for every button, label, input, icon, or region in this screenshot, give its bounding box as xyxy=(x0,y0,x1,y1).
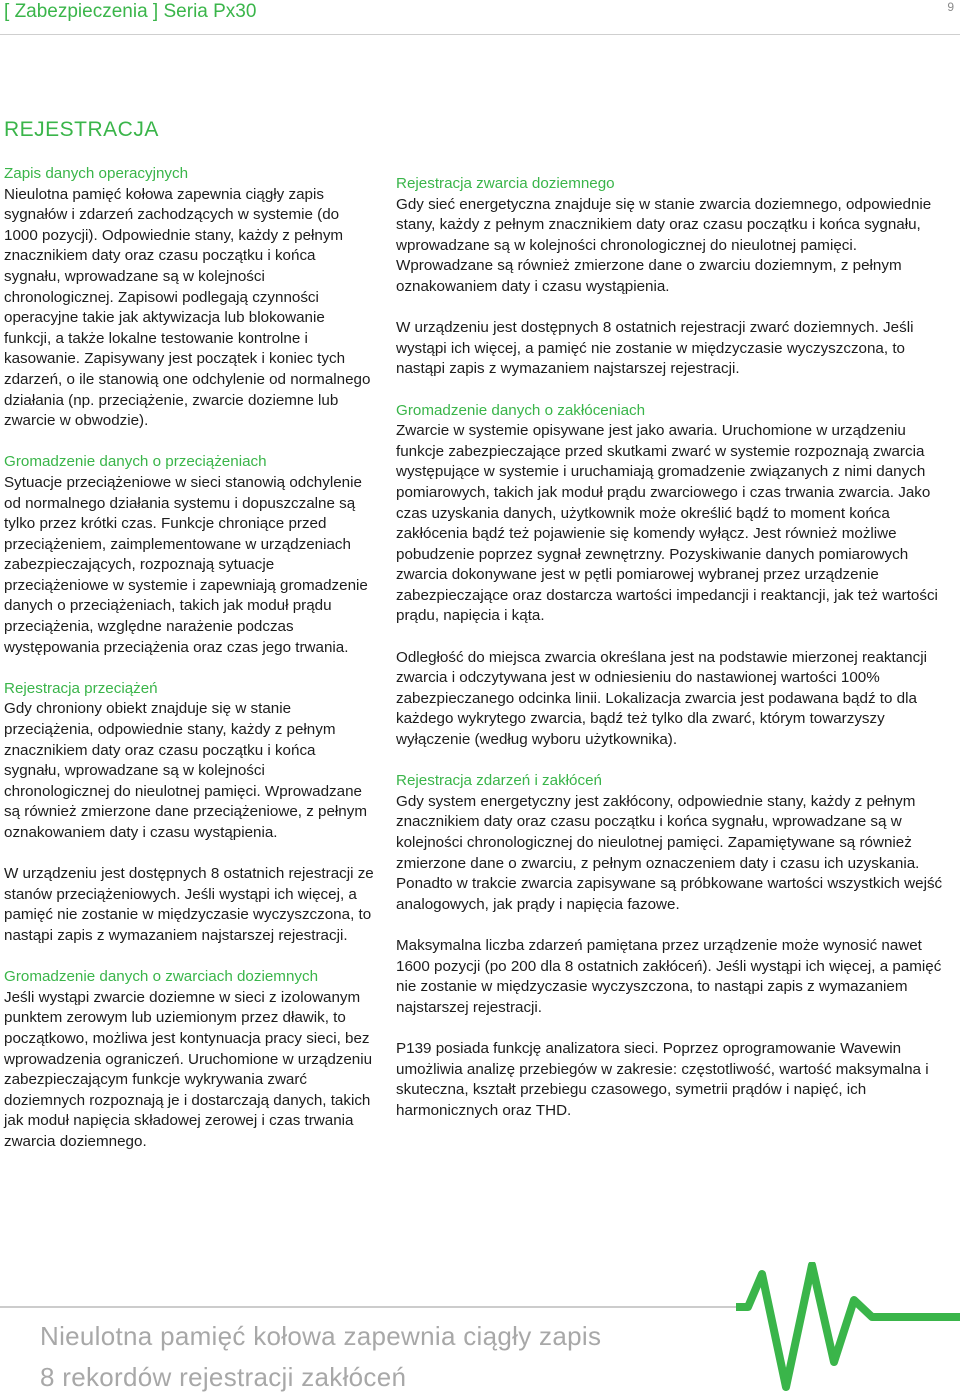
section-overload-recording xyxy=(4,679,374,947)
section-heading: Gromadzenie danych o przeciążeniach xyxy=(4,453,267,471)
header-series: Seria Px30 xyxy=(158,1,257,22)
section-paragraph: Jeśli wystąpi zwarcie doziemne w sieci z izolowanym punktem zerowym lub uziemionym przez dławik, to początkowo, możliwa jest kontynuacja pracy sieci, bez wprowadzenia ograniczeń. Uruchomione w urządzeniu zabezpieczającym funkcje wykrywania zwarć doziemnych rozpoznają je i dostarczają danych, takich jak moduł napięcia składowej zerowej i czas trwania zwarcia doziemnego. xyxy=(4,988,373,1150)
section-paragraph: Gdy sieć energetyczna znajduje się w stanie zwarcia doziemnego, odpowiednie stany, każdy z pełnym znacznikiem daty oraz czasu początku i końca sygnału, wprowadzane są w kolejności chronologicznej do nieulotnej pamięci. Wprowadzane są również zmierzone dane o zwarciu doziemnym, z pełnym oznakowaniem daty i czasu wystąpienia. xyxy=(396,195,932,295)
section-heading: Rejestracja zwarcia doziemnego xyxy=(396,175,615,192)
section-paragraph: Gdy system energetyczny jest zakłócony, odpowiednie stany, każdy z pełnym znacznikiem daty oraz czasu początku i końca sygnału, wprowadzane są w kolejności chronologicznej do nieulotnej pamięci. Zapamiętywane są również zmierzone dane o zwarciu, z pełnym oznaczeniem daty i czasu ich uzyskania. Ponadto w trakcie zwarcia zapisywane są próbkowane wartości wszystkich wejść analogowych, jak prądy i napięcia fazowe. xyxy=(396,792,943,913)
section-paragraph: Sytuacje przeciążeniowe w sieci stanowią odchylenie od normalnego działania systemu i dopuszczalne są tylko przez krótki czas. Funkcje chroniące przed przeciążeniem, zaimplementowane w urządzeniach zabezpieczających, rozpoznają sytuacje przeciążeniowe w systemie i zapewniają gromadzenie danych o przeciążeniach, takich jak moduł prądu przeciążenia, względne narażenie podczas występowania przeciążenia oraz czas jego trwania. xyxy=(4,473,368,656)
header-bracket-open: [ xyxy=(4,1,15,22)
section-fault-data xyxy=(396,401,956,751)
running-header xyxy=(4,0,256,24)
section-paragraph: P139 posiada funkcję analizatora sieci. Poprzez oprogramowanie Wavewin umożliwia analizę przebiegów w zakresie: częstotliwość, wartość maksymalna i skuteczna, kształt przebiegu czasowego, symetrii prądów i napięć, ich harmonicznych oraz THD. xyxy=(396,1039,929,1119)
section-paragraph: Nieulotna pamięć kołowa zapewnia ciągły zapis sygnałów i zdarzeń zachodzących w systemie (do 1000 pozycji). Odpowiednie stany, każdy z pełnym znacznikiem daty oraz czasu początku i końca sygnału, wprowadzane są w kolejności chronologicznej. Zapisowi podlegają czynności operacyjne takie jak aktywizacja lub blokowanie funkcji, a także lokalne testowanie kontrolne i kasowanie. Zapisywany jest początek i koniec tych zdarzeń, o ile stanowią one odchylenie od normalnego działania (np. przeciążenie, zwarcie doziemne lub zwarcie w obwodzie). xyxy=(4,185,371,430)
section-heading: Zapis danych operacyjnych xyxy=(4,165,189,182)
header-section: Zabezpieczenia xyxy=(14,1,148,22)
waveform-icon xyxy=(736,1262,960,1394)
left-column xyxy=(4,164,374,1153)
section-heading: Gromadzenie danych o zakłóceniach xyxy=(396,401,646,419)
section-overload-data xyxy=(4,452,374,658)
page-title: REJESTRACJA xyxy=(4,118,159,141)
footer-tagline-2: 8 rekordów rejestracji zakłóceń xyxy=(40,1362,407,1392)
section-paragraph: Odległość do miejsca zwarcia określana jest na podstawie mierzonej reaktancji zwarcia i odczytywana jest w odniesieniu do nastawionej wartości 100% zabezpieczanego odcinka linii. Lokalizacja zwarcia jest podawana bądź to dla każdego wykrytego zwarcia, bądź też tylko dla zwarć, którym towarzyszy wyłączenie (według wyboru użytkownika). xyxy=(396,648,927,749)
section-paragraph: Gdy chroniony obiekt znajduje się w stanie przeciążenia, odpowiednie stany, każdy z pełnym znacznikiem daty oraz czasu początku i końca sygnału, wprowadzane są w kolejności chronologicznej do nieulotnej pamięci. Wprowadzane są również zmierzone dane przeciążeniowe, z pełnym oznakowaniem daty i czasu wystąpienia. xyxy=(4,700,367,841)
section-earth-fault-data xyxy=(4,967,374,1152)
header-bracket-close: ] xyxy=(147,1,159,22)
section-paragraph: Maksymalna liczba zdarzeń pamiętana przez urządzenie może wynosić nawet 1600 pozycji (po 200 dla 8 ostatnich zakłóceń). Jeśli wystąpi ich więcej, a pamięć nie zostanie w międzyczasie wyczyszczona, to nastąpi zapis z wymazaniem najstarszej rejestracji. xyxy=(396,936,942,1016)
footer-tagline-1: Nieulotna pamięć kołowa zapewnia ciągły zapis xyxy=(40,1321,602,1351)
section-earth-fault-recording xyxy=(396,174,956,380)
header-divider xyxy=(0,34,960,35)
section-heading: Rejestracja zdarzeń i zakłóceń xyxy=(396,772,602,790)
section-event-recording xyxy=(396,771,956,1121)
right-column xyxy=(396,174,956,1121)
section-paragraph: W urządzeniu jest dostępnych 8 ostatnich rejestracji zwarć doziemnych. Jeśli wystąpi ich więcej, a pamięć nie zostanie w międzyczasie wyczyszczona, to nastąpi zapis z wymazaniem najstarszej rejestracji. xyxy=(396,319,914,378)
section-heading: Gromadzenie danych o zwarciach doziemnych xyxy=(4,968,319,986)
page-number: 9 xyxy=(947,0,954,14)
section-heading: Rejestracja przeciążeń xyxy=(4,679,158,697)
footer-divider xyxy=(0,1306,736,1308)
section-paragraph: W urządzeniu jest dostępnych 8 ostatnich rejestracji ze stanów przeciążeniowych. Jeśli wystąpi ich więcej, a pamięć nie zostanie w międzyczasie wyczyszczona, to nastąpi zapis z wymazaniem najstarszej rejestracji. xyxy=(4,865,374,944)
section-operational-data xyxy=(4,164,374,432)
section-paragraph: Zwarcie w systemie opisywane jest jako awaria. Uruchomione w urządzeniu funkcje zabezpieczające przed skutkami zwarć w systemie rozpoznają zwarcia występujące w systemie i uruchamiają gromadzenie związanych z nimi danych pomiarowych, takich jak moduł prądu zwarciowego i czas trwania zwarcia. Jako czas uzyskania danych, użytkownik może określić bądź to moment końca zakłócenia bądź też pojawienie się komendy wyłącz. Jest również możliwe pobudzenie poprzez sygnał zewnętrzny. Pozyskiwanie danych pomiarowych zwarcia dokonywane jest w pętli pomiarowej wybranej przez urządzenie zabezpieczające oraz dostarcza wartości impedancji i reaktancji, jak też wartości prądu, napięcia i kąta. xyxy=(396,422,938,625)
